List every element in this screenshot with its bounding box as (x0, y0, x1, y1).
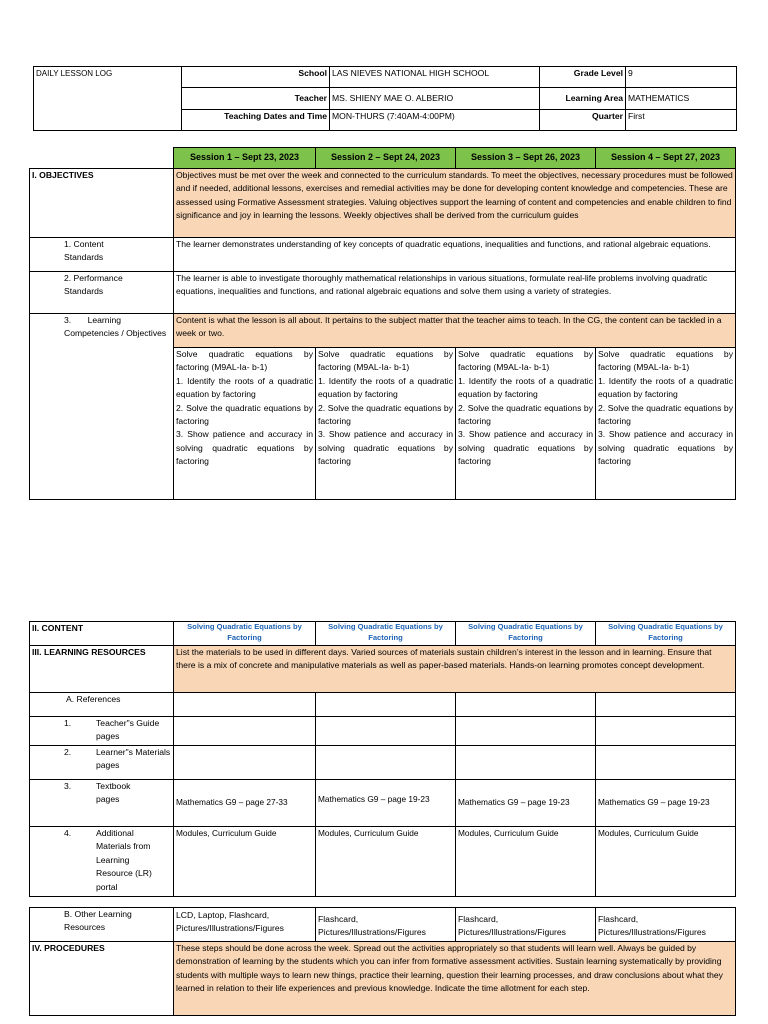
competency-code: Solve quadratic equations by factoring (M9AL-Ia- b-1) (318, 349, 453, 373)
tg-text: Teacher"s Guide pages (96, 718, 160, 742)
session-3-additional: Modules, Curriculum Guide (456, 827, 596, 897)
competencies-note: Content is what the lesson is all about. It pertains to the subject matter that the teacher aims to teach. In the CG, the content can be tackled in a week or two. (174, 314, 736, 348)
area-label: Learning Area (540, 88, 626, 110)
references-cell (456, 693, 596, 717)
performance-standards-text: The learner is able to investigate thoroughly mathematical relationships in various situations, formulate real-life problems involving quadratic equations, inequalities and functions, and rational algebraic equations and solve them using a variety of strategies. (174, 272, 736, 314)
content-standards-text: The learner demonstrates understanding of key concepts of quadratic equations, inequalities and functions, and rational algebraic equations. (174, 238, 736, 272)
header-table (33, 66, 737, 131)
tg-cell (316, 717, 456, 746)
additional-label (30, 827, 174, 897)
competency-code: Solve quadratic equations by factoring (M9AL-Ia- b-1) (176, 349, 313, 373)
session-2-other: Flashcard, Pictures/Illustrations/Figures (316, 908, 456, 942)
log-title: DAILY LESSON LOG (34, 67, 182, 131)
competency-item-2: 2. Solve the quadratic equations by factoring (176, 402, 313, 427)
dates-label: Teaching Dates and Time (182, 110, 330, 131)
additional-text: Additional Materials from Learning Resource (LR) portal (96, 828, 152, 892)
procedures-heading: IV. PROCEDURES (30, 942, 174, 1016)
school-value: LAS NIEVES NATIONAL HIGH SCHOOL (330, 67, 540, 88)
quarter-value: First (626, 110, 737, 131)
session-1-other: LCD, Laptop, Flashcard, Pictures/Illustrations/Figures (174, 908, 316, 942)
tg-cell (596, 717, 736, 746)
lm-num: 2. (64, 747, 72, 757)
session-2-textbook: Mathematics G9 – page 19-23 (316, 780, 456, 827)
competency-item-1: 1. Identify the roots of a quadratic equation by factoring (176, 375, 313, 400)
session-4-additional: Modules, Curriculum Guide (596, 827, 736, 897)
textbook-num: 3. (64, 781, 72, 791)
session-4-other: Flashcard, Pictures/Illustrations/Figures (596, 908, 736, 942)
other-resources-text: B. Other Learning Resources (64, 909, 132, 933)
tg-cell (174, 717, 316, 746)
quarter-label: Quarter (540, 110, 626, 131)
competency-item-3: 3. Show patience and accuracy in solving quadratic equations by factoring (458, 429, 593, 467)
session-3-competencies (456, 348, 596, 500)
competency-item-3: 3. Show patience and accuracy in solving quadratic equations by factoring (598, 429, 733, 467)
lm-cell (596, 746, 736, 780)
session-4-competencies (596, 348, 736, 500)
competencies-label (30, 314, 174, 500)
resources-note: List the materials to be used in different days. Varied sources of materials sustain children’s interest in the lesson and in learning. Ensure that there is a mix of concrete and manipulative materials as well as paper-based materials. Hands-on learning promotes concept development. (174, 646, 736, 693)
performance-standards-label (30, 272, 174, 314)
session-1-textbook: Mathematics G9 – page 27-33 (174, 780, 316, 827)
procedures-table (29, 907, 736, 1016)
session-4-header: Session 4 – Sept 27, 2023 (596, 148, 736, 169)
session-3-other: Flashcard, Pictures/Illustrations/Figures (456, 908, 596, 942)
additional-num: 4. (64, 828, 72, 838)
references-cell (596, 693, 736, 717)
objectives-heading: I. OBJECTIVES (30, 169, 174, 238)
references-cell (316, 693, 456, 717)
lm-cell (316, 746, 456, 780)
content-standards-text: 1. Content Standards (64, 239, 104, 263)
teacher-label: Teacher (182, 88, 330, 110)
references-cell (174, 693, 316, 717)
objectives-note: Objectives must be met over the week and connected to the curriculum standards. To meet the objectives, necessary procedures must be followed and if needed, additional lessons, exercises and remedial activities may be done for developing content knowledge and competencies. These are assessed using Formative Assessment strategies. Valuing objectives support the learning of content and competencies and enable children to find significance and joy in learning the lessons. Weekly objectives shall be derived from the curriculum guides (174, 169, 736, 238)
competency-item-2: 2. Solve the quadratic equations by factoring (318, 402, 453, 427)
tg-cell (456, 717, 596, 746)
session-3-header: Session 3 – Sept 26, 2023 (456, 148, 596, 169)
competency-item-3: 3. Show patience and accuracy in solving quadratic equations by factoring (318, 429, 453, 467)
session-2-header: Session 2 – Sept 24, 2023 (316, 148, 456, 169)
session-1-additional: Modules, Curriculum Guide (174, 827, 316, 897)
session-1-header: Session 1 – Sept 23, 2023 (174, 148, 316, 169)
session-4-textbook: Mathematics G9 – page 19-23 (596, 780, 736, 827)
session-1-topic: Solving Quadratic Equations by Factoring (174, 622, 316, 646)
session-2-competencies (316, 348, 456, 500)
competency-code: Solve quadratic equations by factoring (M9AL-Ia- b-1) (458, 349, 593, 373)
session-1-competencies (174, 348, 316, 500)
competency-item-3: 3. Show patience and accuracy in solving quadratic equations by factoring (176, 429, 313, 467)
session-2-topic: Solving Quadratic Equations by Factoring (316, 622, 456, 646)
references-text: A. References (66, 694, 121, 704)
competency-item-1: 1. Identify the roots of a quadratic equation by factoring (458, 375, 593, 400)
area-value: MATHEMATICS (626, 88, 737, 110)
resources-heading: III. LEARNING RESOURCES (30, 646, 174, 693)
competency-item-1: 1. Identify the roots of a quadratic equation by factoring (318, 375, 453, 400)
resources-table (29, 621, 736, 897)
procedures-note: These steps should be done across the week. Spread out the activities appropriately so that students will learn well. Always be guided by demonstration of learning by the students which you can infer from formative assessment activities. Sustain learning systematically by providing students with multiple ways to learn new things, practice their learning, question their learning processes, and draw conclusions about what they learned in relation to their life experiences and previous knowledge. Indicate the time allotment for each step. (174, 942, 736, 1016)
content-standards-label (30, 238, 174, 272)
grade-label: Grade Level (540, 67, 626, 88)
teacher-value: MS. SHIENY MAE O. ALBERIO (330, 88, 540, 110)
competency-item-1: 1. Identify the roots of a quadratic equation by factoring (598, 375, 733, 400)
competency-code: Solve quadratic equations by factoring (M9AL-Ia- b-1) (598, 349, 733, 373)
lm-cell (174, 746, 316, 780)
tg-num: 1. (64, 718, 72, 728)
competency-item-2: 2. Solve the quadratic equations by factoring (458, 402, 593, 427)
competencies-num: 3. (64, 315, 72, 325)
performance-standards-text: 2. Performance Standards (64, 273, 123, 297)
dates-value: MON-THURS (7:40AM-4:00PM) (330, 110, 540, 131)
competency-item-2: 2. Solve the quadratic equations by factoring (598, 402, 733, 427)
session-3-textbook: Mathematics G9 – page 19-23 (456, 780, 596, 827)
tg-label (30, 717, 174, 746)
grade-value: 9 (626, 67, 737, 88)
other-resources-label (30, 908, 174, 942)
session-3-topic: Solving Quadratic Equations by Factoring (456, 622, 596, 646)
session-4-topic: Solving Quadratic Equations by Factoring (596, 622, 736, 646)
references-label (30, 693, 174, 717)
objectives-table (29, 147, 736, 500)
textbook-label (30, 780, 174, 827)
school-label: School (182, 67, 330, 88)
textbook-text: Textbook pages (96, 781, 131, 805)
lm-label (30, 746, 174, 780)
competencies-text: Learning Competencies / Objectives (64, 315, 167, 339)
session-2-additional: Modules, Curriculum Guide (316, 827, 456, 897)
lm-cell (456, 746, 596, 780)
content-heading: II. CONTENT (30, 622, 174, 646)
lm-text: Learner"s Materials pages (96, 747, 171, 771)
